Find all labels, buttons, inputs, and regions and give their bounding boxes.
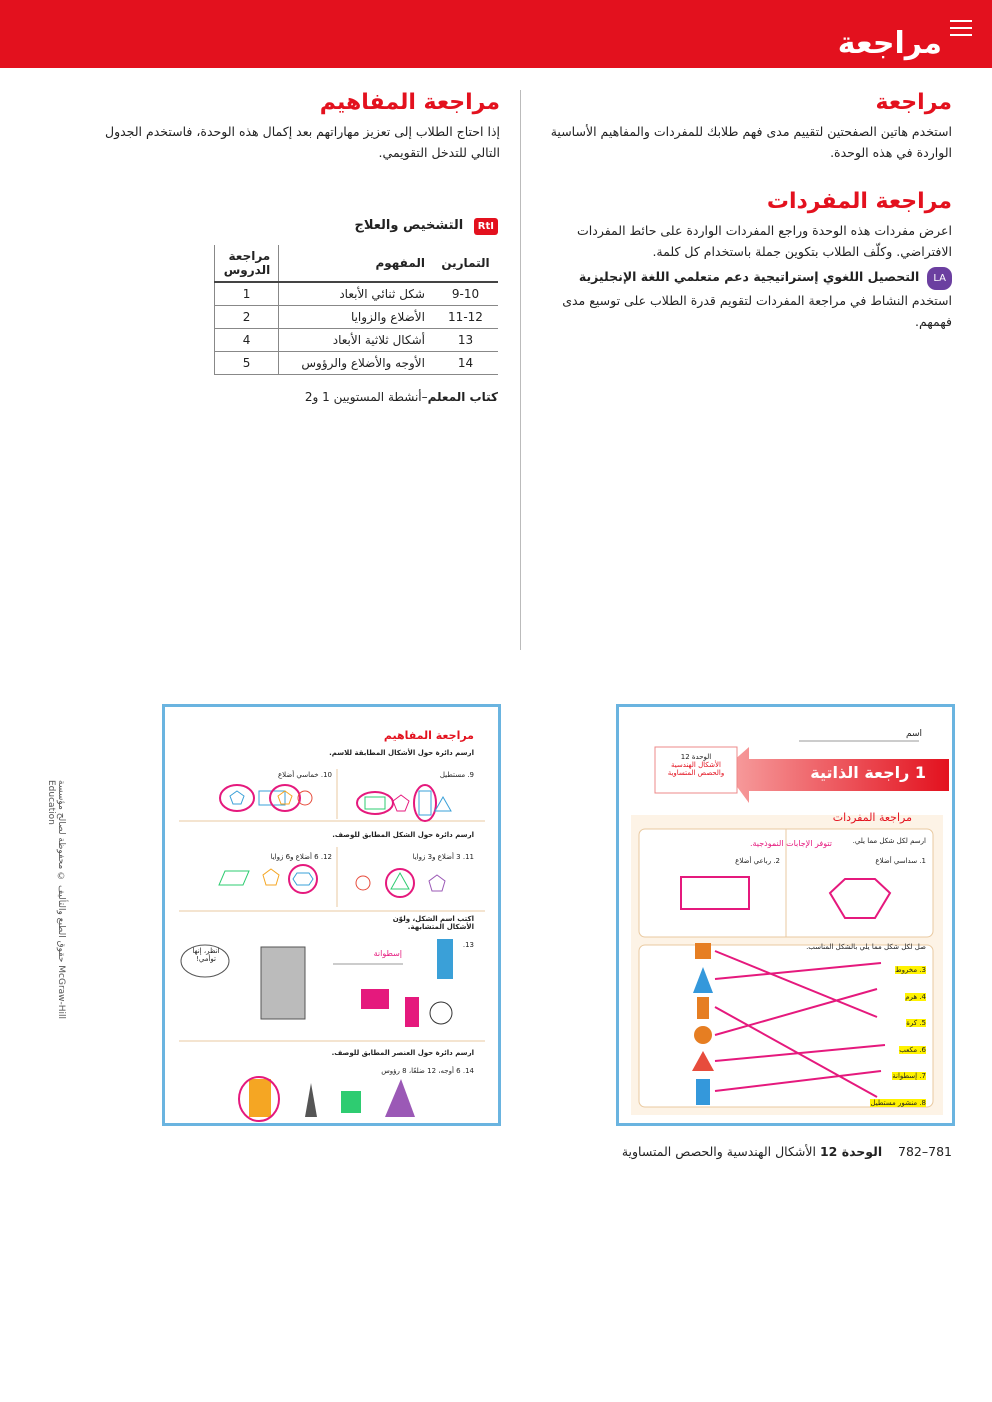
list-item [846,957,926,984]
item-text: 7. إسطوانة [892,1072,926,1080]
concepts-text: إذا احتاج الطلاب إلى تعزيز مهاراتهم بعد إكمال هذه الوحدة، فاستخدم الجدول التالي للتدخل التقويمي. [104,124,500,160]
unit-subtitle: الأشكال الهندسية والحصص المتساوية [667,761,725,777]
hexagon-shape [293,873,313,885]
student-page-vocab [616,704,955,1126]
footer-unit-title: الأشكال الهندسية والحصص المتساوية [621,1144,816,1159]
page-numbers: 781–782 [898,1144,952,1159]
triangle-shape [391,873,409,889]
pentagon-shape [263,869,279,885]
can-character [261,947,305,1019]
box-shape [249,1079,271,1117]
mug-shape [341,1091,361,1113]
cylinder-shape [361,989,389,1009]
page-title: مراجعة [837,26,942,61]
teacher-note [214,387,498,408]
cylinder-shape [696,1079,710,1105]
cell: 13 [433,329,498,352]
q13-label: 13. [462,941,474,949]
cell: 5 [215,352,279,375]
q11-label: 11. 3 أضلاع و3 زوايا [412,853,474,861]
cell: 11-12 [433,306,498,329]
list-item [846,984,926,1011]
triangle-shape [435,797,451,811]
cell: 1 [215,282,279,306]
match-items [846,957,926,1116]
cell: الأضلاع والزوايا [279,306,433,329]
top-bar [0,0,992,68]
q9-label: 9. مستطيل [439,771,474,779]
instruction-object: ارسم دائرة حول العنصر المطابق للوصف. [331,1049,474,1057]
cell: 14 [433,352,498,375]
q10-label: 10. خماسي أضلاع [277,771,332,779]
rect-shape [365,797,385,809]
cylinder-shape [437,939,453,979]
table-row [215,282,499,306]
table-row [215,306,499,329]
vocab-section: مراجعة المفردات [832,811,912,824]
rti-header [214,218,498,235]
rti-table [214,245,498,375]
instruction-match: صل لكل شكل مما يلي بالشكل المناسب. [806,943,926,951]
cell: شكل ثنائي الأبعاد [279,282,433,306]
ell-text: استخدم النشاط في مراجعة المفردات لتقويم قدرة الطلاب على توسيع مدى فهمهم. [562,293,952,329]
student-page-concepts [162,704,501,1126]
answer-circle [220,785,254,811]
answer-circle [357,792,393,814]
col-exercises: التمارين [433,245,498,282]
rti-section [214,218,498,408]
q1-label: 1. سداسي أضلاع [875,857,926,865]
pentagon-shape [230,791,244,804]
q14-label: 14. 6 أوجه، 12 ضلعًا، 8 رؤوس [381,1067,474,1075]
circle-shape [356,876,370,890]
q2-label: 2. رباعي أضلاع [735,857,780,865]
unit-label [657,753,735,777]
footer-unit: الوحدة 12 [819,1144,883,1159]
col-lessons: مراجعة الدروس [215,245,279,282]
sphere-shape [430,1002,452,1024]
right-column [537,90,952,332]
pentagon-shape [429,875,445,891]
column-divider [520,90,521,650]
list-item [846,1010,926,1037]
sphere-shape [694,1026,712,1044]
cell: الأوجه والأضلاع والرؤوس [279,352,433,375]
cylinder-shape [405,997,419,1027]
answer-circle [414,785,436,821]
bubble-text: انظر، إنها توأمي! [192,947,220,963]
list-item [846,1090,926,1117]
prism-shape [697,997,709,1019]
vocab-text: اعرض مفردات هذه الوحدة وراجع المفردات الواردة على حائط المفردات الافتراضي. وكلّف الطلاب بتكوين جملة باستخدام كل كلمة. [577,223,952,259]
copyright-text: حقوق الطبع والتأليف © محفوظة لصالح مؤسسة McGraw-Hill Education [46,780,66,1020]
name-label: اسم [905,729,922,739]
ell-block [537,266,952,332]
instruction-description: ارسم دائرة حول الشكل المطابق للوصف. [332,831,474,839]
item-text: 6. مكعب [899,1045,926,1054]
unit-number: الوحدة 12 [680,753,712,761]
instruction-draw: ارسم لكل شكل مما يلي. [852,837,926,845]
menu-icon[interactable] [950,20,972,41]
vocab-heading: مراجعة المفردات [766,189,952,214]
hexagon-shape [393,795,409,811]
pyramid-shape [305,1083,317,1117]
cell: أشكال ثلاثية الأبعاد [279,329,433,352]
banner-title: 1 راجعة الذاتية [810,763,926,782]
rti-title: التشخيص والعلاج [354,218,464,233]
teacher-text: –أنشطة المستويين 1 و2 [304,390,428,404]
answers-note: تتوفر الإجابات النموذجية. [749,839,832,848]
ell-title: التحصيل اللغوي إستراتيجية دعم متعلمي اللغة الإنجليزية [578,269,920,284]
item-text: 4. هرم [905,992,926,1001]
left-column [105,90,500,163]
la-badge: LA [927,267,952,290]
q13-answer: إسطوانة [373,949,402,958]
cube-shape [695,943,711,959]
instruction-name: ارسم دائرة حول الأشكال المطابقة للاسم. [329,749,474,757]
review-text: استخدم هاتين الصفحتين لتقييم مدى فهم طلابك للمفردات والمفاهيم الأساسية الواردة في هذه الوحدة. [550,124,952,160]
cell: 4 [215,329,279,352]
list-item [846,1063,926,1090]
table-header-row [215,245,499,282]
teacher-label: كتاب المعلم [427,390,498,404]
item-text: 8. منشور مستطيل [870,1098,926,1107]
cell: 2 [215,306,279,329]
list-item [846,1037,926,1064]
concepts-heading: مراجعة المفاهيم [319,90,500,115]
parallelogram-shape [219,871,249,885]
rti-badge: RtI [474,218,498,235]
col-concept: المفهوم [279,245,433,282]
page-footer [622,1144,952,1159]
table-row [215,352,499,375]
review-heading: مراجعة [875,90,952,115]
concepts-page-title: مراجعة المفاهيم [383,729,474,742]
cone-shape [385,1079,415,1117]
cell: 9-10 [433,282,498,306]
rect-shape [419,791,431,815]
instruction-name-color: اكتب اسم الشكل، ولوّن الأشكال المتشابهة. [392,915,474,931]
item-text: 3. مخروط [895,966,926,974]
table-row [215,329,499,352]
item-text: 5. كرة [906,1019,926,1027]
q12-label: 12. 6 أضلاع و6 زوايا [270,853,332,861]
